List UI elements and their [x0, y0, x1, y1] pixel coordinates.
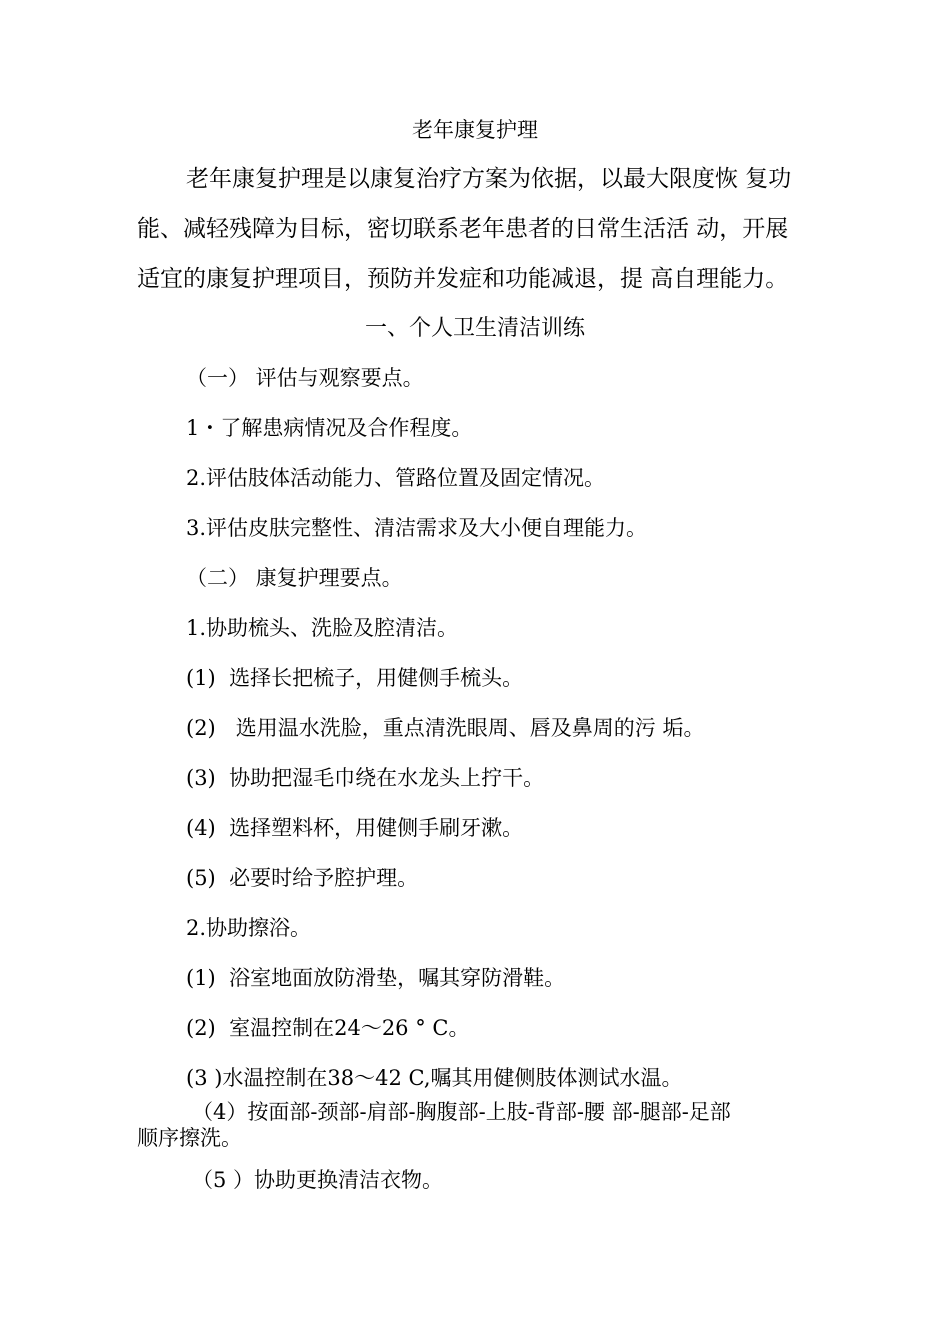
list-item: (4) 选择塑料杯，用健侧手刷牙漱。: [186, 816, 524, 840]
subsection-heading-care: （二） 康复护理要点。: [186, 566, 403, 590]
list-item: (1) 浴室地面放防滑垫，嘱其穿防滑鞋。: [186, 966, 566, 990]
intro-line-3: 适宜的康复护理项目，预防并发症和功能减退，提 高自理能力。: [137, 266, 789, 292]
section-heading: 一、个人卫生清洁训练: [364, 316, 585, 341]
list-item: 1・了解患病情况及合作程度。: [186, 416, 473, 440]
list-item: (1) 选择长把梳子，用健侧手梳头。: [186, 666, 524, 690]
list-item: (3 )水温控制在38〜42 C,嘱其用健侧肢体测试水温。: [186, 1066, 683, 1090]
list-item-continuation: 顺序擦洗。: [137, 1126, 242, 1150]
subsection-heading-assessment: （一） 评估与观察要点。: [186, 366, 424, 390]
list-item: （5 ）协助更换清洁衣物。: [192, 1168, 444, 1192]
list-item: (3) 协助把湿毛巾绕在水龙头上拧干。: [186, 766, 545, 790]
intro-line-1: 老年康复护理是以康复治疗方案为依据，以最大限度恢 复功: [186, 166, 792, 192]
list-item: 2.协助擦浴。: [186, 916, 312, 940]
list-item: (2) 室温控制在24〜26 ° C。: [186, 1016, 470, 1040]
document-title: 老年康复护理: [412, 118, 538, 142]
list-item: 3.评估皮肤完整性、清洁需求及大小便自理能力。: [186, 516, 648, 540]
intro-line-2: 能、减轻残障为目标，密切联系老年患者的日常生活活 动，开展: [137, 216, 789, 242]
list-item: 2.评估肢体活动能力、管路位置及固定情况。: [186, 466, 606, 490]
list-item: (2) 选用温水洗脸，重点清洗眼周、唇及鼻周的污 垢。: [186, 716, 705, 740]
list-item: (5) 必要时给予腔护理。: [186, 866, 419, 890]
list-item: （4）按面部-颈部-肩部-胸腹部-上肢-背部-腰 部-腿部-足部: [192, 1100, 731, 1124]
list-item: 1.协助梳头、洗脸及腔清洁。: [186, 616, 459, 640]
